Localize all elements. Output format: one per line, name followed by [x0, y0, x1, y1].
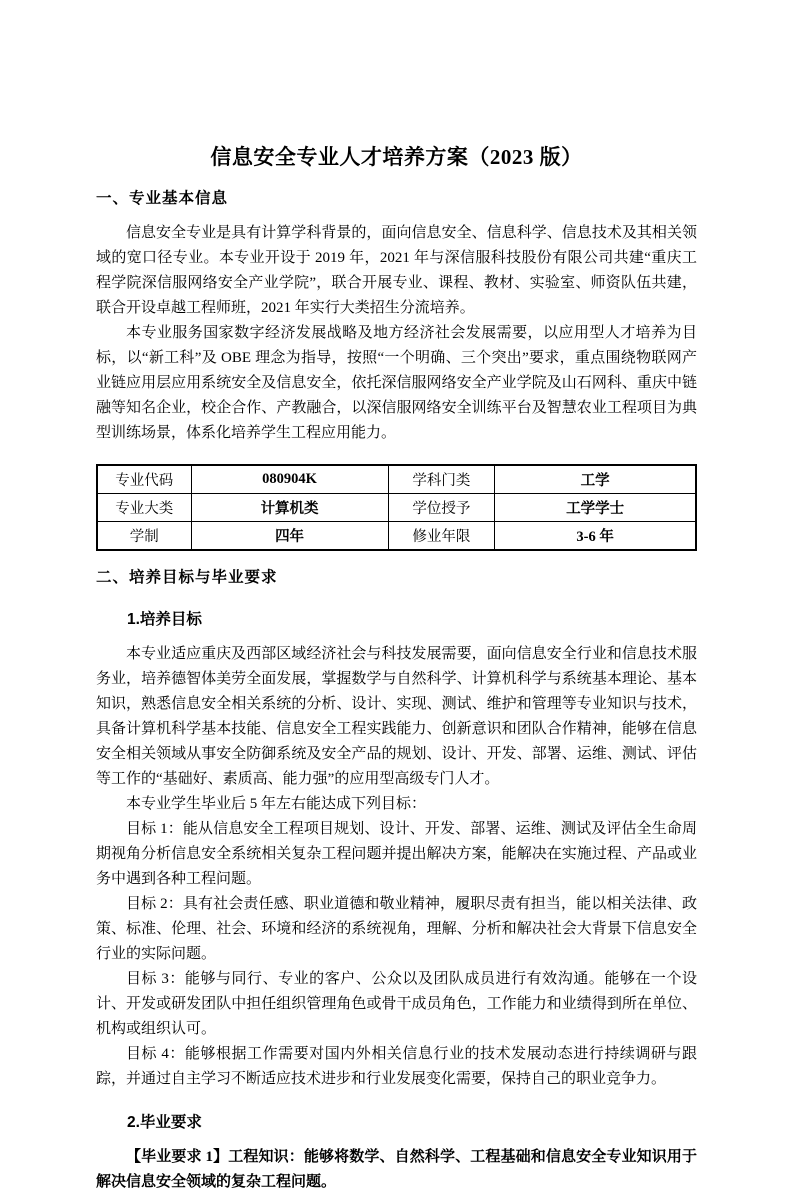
table-cell-value: 080904K: [191, 465, 388, 494]
training-objectives-paragraph: 本专业适应重庆及西部区域经济社会与科技发展需要，面向信息安全行业和信息技术服务业，培养德智体美劳全面发展，掌握数学与自然科学、计算机科学与系统基本理论、基本知识，熟悉信息安全相关系统的分析、设计、实现、测试、维护和管理等专业知识与技术，具备计算机科学基本技能、信息安全工程实践能力、创新意识和团队合作精神，能够在信息安全相关领域从事安全防御系统及安全产品的规划、设计、开发、部署、运维、测试、评估等工作的“基础好、素质高、能力强”的应用型高级专门人才。: [96, 646, 697, 787]
table-row: [97, 494, 696, 522]
table-row: [97, 522, 696, 551]
objective-4: 目标 4：能够根据工作需要对国内外相关信息行业的技术发展动态进行持续调研与跟踪，并通过自主学习不断适应技术进步和行业发展变化需要，保持自己的职业竞争力。: [96, 1046, 697, 1087]
table-row: [97, 465, 696, 494]
program-info-table: [96, 464, 697, 551]
table-cell-value: 工学: [495, 465, 696, 494]
section-1-paragraph-1: 信息安全专业是具有计算学科背景的，面向信息安全、信息科学、信息技术及其相关领域的宽口径专业。本专业开设于 2019 年，2021 年与深信服科技股份有限公司共建“重庆工程学院深信服网络安全产业学院”，联合开展专业、课程、教材、实验室、师资队伍共建，联合开设卓越工程师班，2021 年实行大类招生分流培养。: [96, 225, 697, 316]
section-2-heading: 二、培养目标与毕业要求: [96, 569, 278, 586]
table-cell-label: 专业大类: [97, 494, 191, 522]
table-cell-label: 修业年限: [388, 522, 495, 551]
table-cell-label: 学制: [97, 522, 191, 551]
section-1-paragraph-2: 本专业服务国家数字经济发展战略及地方经济社会发展需要，以应用型人才培养为目标，以“新工科”及 OBE 理念为指导，按照“一个明确、三个突出”要求，重点围绕物联网产业链应用层应用系统安全及信息安全，依托深信服网络安全产业学院及山石网科、重庆中链融等知名企业，校企合作、产教融合，以深信服网络安全训练平台及智慧农业工程项目为典型训练场景，体系化培养学生工程应用能力。: [96, 325, 697, 441]
table-cell-label: 学科门类: [388, 465, 495, 494]
table-cell-value: 3-6 年: [495, 522, 696, 551]
objective-1: 目标 1：能从信息安全工程项目规划、设计、开发、部署、运维、测试及评估全生命周期视角分析信息安全系统相关复杂工程问题并提出解决方案，能解决在实施过程、产品或业务中遇到各种工程问题。: [96, 821, 697, 887]
objectives-intro-line: 本专业学生毕业后 5 年左右能达成下列目标：: [126, 796, 427, 812]
table-cell-value: 计算机类: [191, 494, 388, 522]
table-cell-label: 学位授予: [388, 494, 495, 522]
objective-2: 目标 2：具有社会责任感、职业道德和敬业精神，履职尽责有担当，能以相关法律、政策、标准、伦理、社会、环境和经济的系统视角，理解、分析和解决社会大背景下信息安全行业的实际问题。: [96, 896, 697, 962]
graduation-requirement-1: 【毕业要求 1】工程知识：能够将数学、自然科学、工程基础和信息安全专业知识用于解决信息安全领域的复杂工程问题。: [96, 1149, 697, 1190]
section-1-heading: 一、专业基本信息: [96, 190, 229, 207]
subsection-graduation-requirements-heading: 2.毕业要求: [127, 1114, 202, 1131]
subsection-training-objectives-heading: 1.培养目标: [127, 611, 202, 628]
table-cell-label: 专业代码: [97, 465, 191, 494]
document-title: 信息安全专业人才培养方案（2023 版）: [210, 145, 583, 169]
table-cell-value: 四年: [191, 522, 388, 551]
objective-3: 目标 3：能够与同行、专业的客户、公众以及团队成员进行有效沟通。能够在一个设计、开发或研发团队中担任组织管理角色或骨干成员角色，工作能力和业绩得到所在单位、机构或组织认可。: [96, 971, 697, 1037]
table-cell-value: 工学学士: [495, 494, 696, 522]
